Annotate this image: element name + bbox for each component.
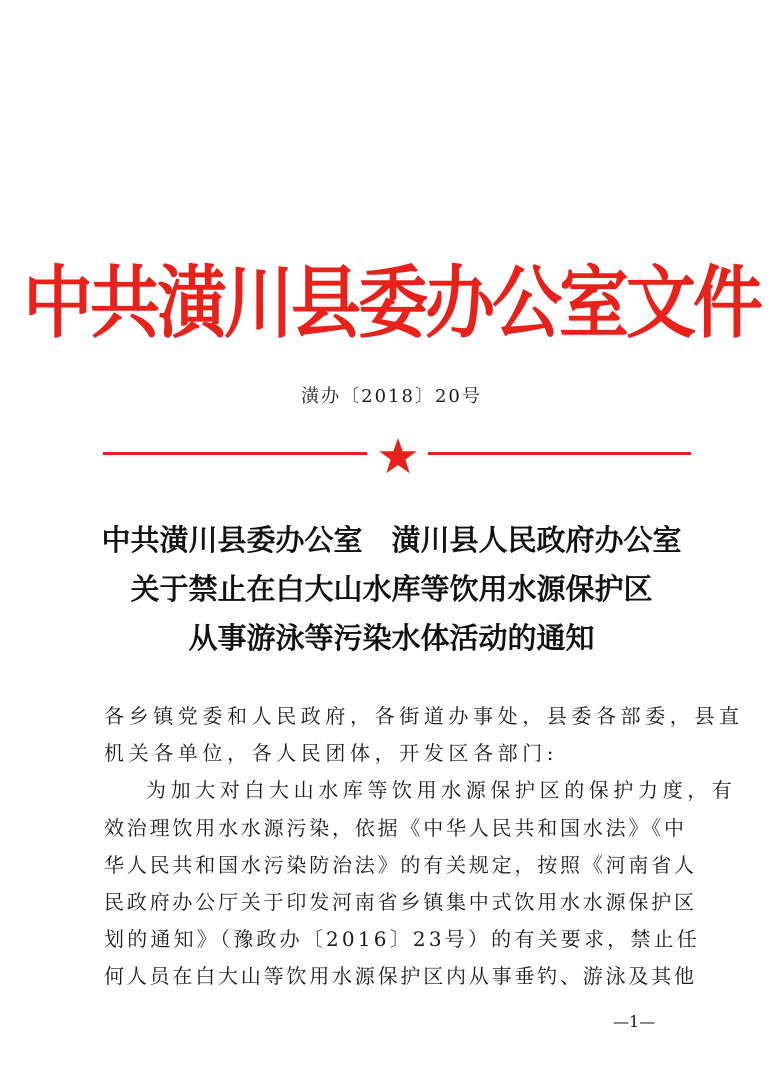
body-paragraph-line-2: 效治理饮用水水源污染，依据《中华人民共和国水法》《中 — [104, 816, 687, 840]
body-paragraph-line-5: 划的通知》（豫政办〔2016〕23号）的有关要求，禁止任 — [104, 927, 700, 951]
body-paragraph-line-1: 为加大对白大山水库等饮用水源保护区的保护力度，有 — [146, 778, 737, 802]
red-rule-left — [103, 452, 367, 455]
body-paragraph-line-4: 民政府办公厅关于印发河南省乡镇集中式饮用水水源保护区 — [104, 890, 697, 914]
body-paragraph-line-3: 华人民共和国水污染防治法》的有关规定，按照《河南省人 — [104, 853, 697, 877]
notice-title-line-1: 中共潢川县委办公室 潢川县人民政府办公室 — [101, 523, 682, 557]
masthead-title: 中共潢川县委办公室文件 — [23, 255, 760, 349]
addressee-line-1: 各乡镇党委和人民政府，各街道办事处，县委各部委，县直 — [104, 704, 744, 728]
addressee-line-2: 机关各单位，各人民团体，开发区各部门: — [104, 741, 559, 765]
red-rule-right — [428, 452, 691, 455]
star-icon — [378, 437, 418, 475]
notice-title-line-3: 从事游泳等污染水体活动的通知 — [188, 621, 595, 655]
notice-title-line-2: 关于禁止在白大山水库等饮用水源保护区 — [130, 572, 653, 606]
document-number: 潢办〔2018〕20号 — [301, 386, 482, 407]
page-number: —1— — [613, 1012, 656, 1031]
body-paragraph-line-6: 何人员在白大山等饮用水源保护区内从事垂钓、游泳及其他 — [104, 964, 697, 988]
